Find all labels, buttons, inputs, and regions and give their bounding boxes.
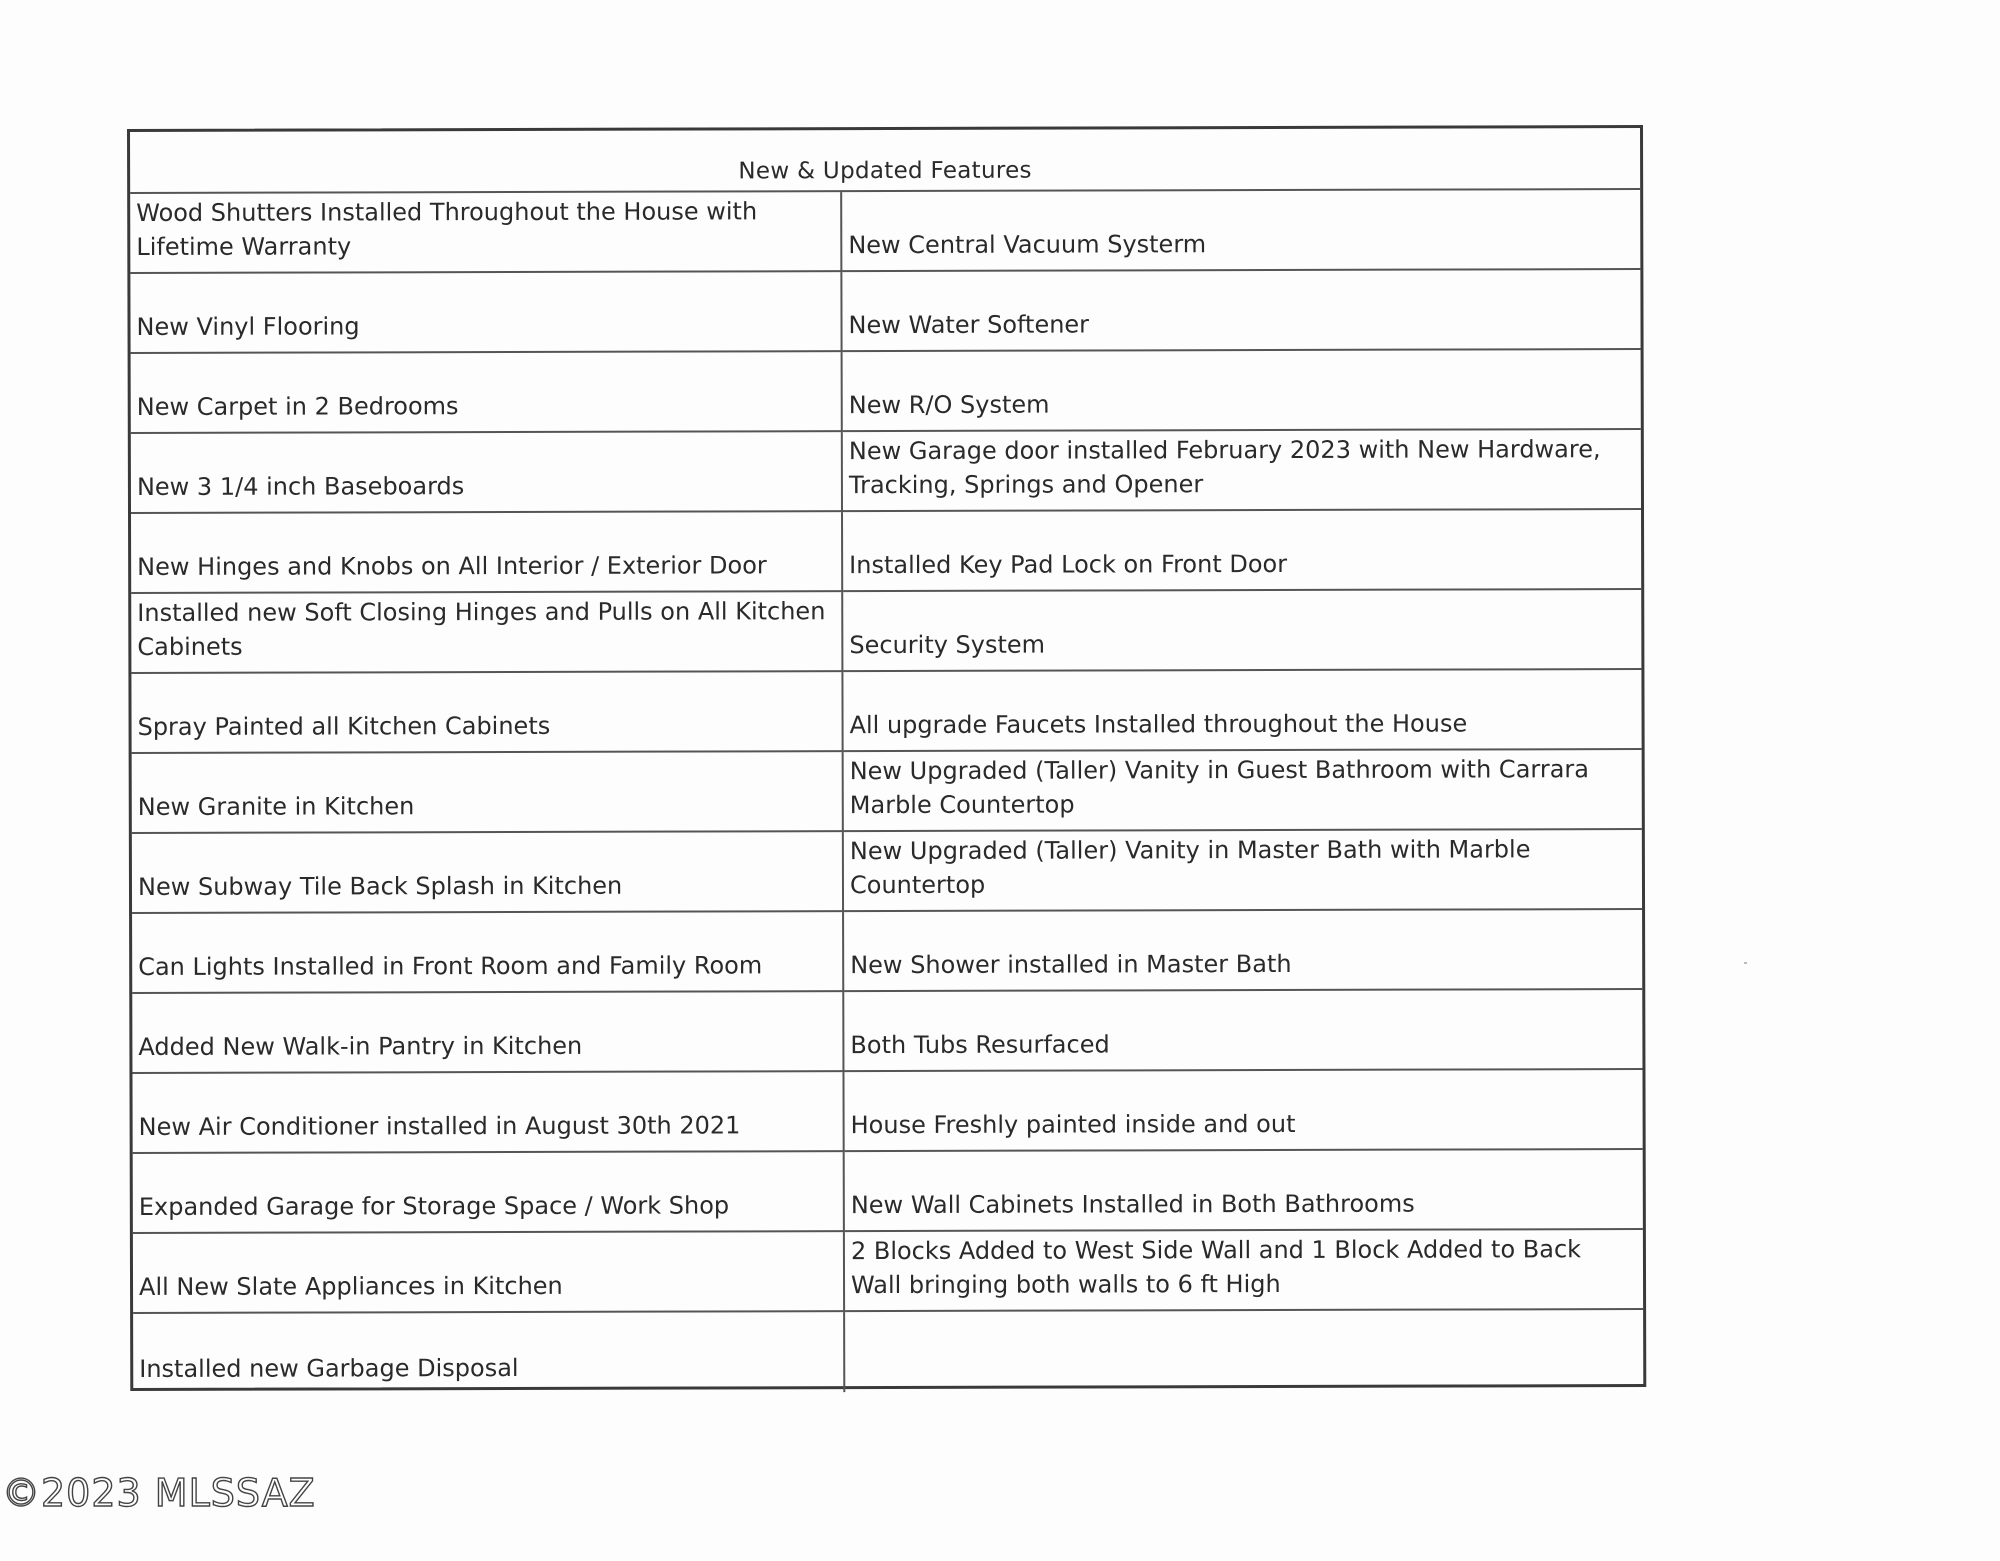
feature-text: House Freshly painted inside and out (850, 1109, 1296, 1140)
feature-cell-right (844, 910, 1642, 992)
feature-cell-right (844, 1070, 1642, 1152)
feature-cell-right (842, 190, 1640, 272)
feature-cell-right (844, 830, 1642, 912)
feature-cell-right (845, 1150, 1643, 1232)
copyright-watermark: ©2023 MLSSAZ (2, 1471, 316, 1515)
feature-text: New Granite in Kitchen (137, 792, 415, 821)
feature-cell-left (130, 192, 842, 274)
feature-text: Installed Key Pad Lock on Front Door (849, 549, 1288, 580)
feature-text: Both Tubs Resurfaced (850, 1030, 1110, 1060)
feature-cell-left (132, 832, 844, 914)
feature-text: New Central Vacuum Systerm (848, 230, 1207, 260)
feature-text: New Subway Tile Back Splash in Kitchen (137, 871, 623, 901)
feature-text: New R/O System (848, 390, 1050, 420)
feature-cell-left (131, 672, 843, 754)
feature-cell-left (131, 432, 843, 514)
feature-text: Spray Painted all Kitchen Cabinets (137, 711, 551, 741)
table-body (130, 190, 1643, 1394)
feature-cell-right (843, 670, 1641, 752)
feature-text: Can Lights Installed in Front Room and Family Room (138, 951, 763, 981)
feature-text: Installed new Garbage Disposal (139, 1353, 519, 1383)
feature-text: New Wall Cabinets Installed in Both Bathrooms (850, 1189, 1415, 1220)
feature-text: New Carpet in 2 Bedrooms (136, 392, 459, 421)
feature-text: New Water Softener (848, 310, 1090, 340)
feature-cell-right (844, 750, 1642, 832)
feature-cell-left (132, 912, 844, 994)
feature-cell-left (132, 1072, 844, 1154)
feature-text: 2 Blocks Added to West Side Wall and 1 Block Added to Back Wall bringing both walls to 6 ft High (850, 1235, 1582, 1300)
feature-cell-right (843, 430, 1641, 512)
feature-cell-right (844, 990, 1642, 1072)
feature-cell-right (845, 1230, 1643, 1312)
feature-text: Wood Shutters Installed Throughout the House with Lifetime Warranty (136, 197, 758, 261)
feature-text: Added New Walk-in Pantry in Kitchen (138, 1031, 583, 1061)
feature-cell-left (133, 1312, 845, 1394)
feature-cell-left (132, 992, 844, 1074)
scan-speck (1744, 962, 1747, 964)
feature-text: New Hinges and Knobs on All Interior / Exterior Door (137, 551, 767, 581)
feature-text: Expanded Garage for Storage Space / Work Shop (138, 1191, 730, 1221)
feature-text: New Vinyl Flooring (136, 312, 360, 341)
feature-cell-left (131, 592, 843, 674)
feature-cell-right (845, 1310, 1643, 1392)
feature-text: Installed new Soft Closing Hinges and Pulls on All Kitchen Cabinets (137, 597, 826, 661)
feature-text: New Shower installed in Master Bath (850, 949, 1292, 980)
feature-cell-left (133, 1152, 845, 1234)
feature-text: New Garage door installed February 2023 with New Hardware, Tracking, Springs and Opener (848, 435, 1601, 500)
feature-cell-right (842, 270, 1640, 352)
feature-cell-left (131, 512, 843, 594)
feature-text: All upgrade Faucets Installed throughout the House (849, 709, 1468, 740)
feature-cell-left (131, 352, 843, 434)
feature-cell-left (133, 1232, 845, 1314)
feature-text: New 3 1/4 inch Baseboards (136, 472, 465, 501)
feature-cell-left (130, 272, 842, 354)
feature-text: All New Slate Appliances in Kitchen (138, 1271, 563, 1301)
feature-text: New Upgraded (Taller) Vanity in Guest Bathroom with Carrara Marble Countertop (849, 755, 1590, 820)
feature-text: New Air Conditioner installed in August 30th 2021 (138, 1111, 741, 1141)
features-table (127, 125, 1646, 1391)
feature-text: Security System (849, 630, 1046, 660)
feature-cell-right (843, 590, 1641, 672)
feature-cell-right (843, 510, 1641, 592)
feature-cell-left (132, 752, 844, 834)
table-title: New & Updated Features (130, 128, 1640, 194)
feature-cell-right (843, 350, 1641, 432)
feature-text: New Upgraded (Taller) Vanity in Master Bath with Marble Countertop (849, 835, 1531, 900)
